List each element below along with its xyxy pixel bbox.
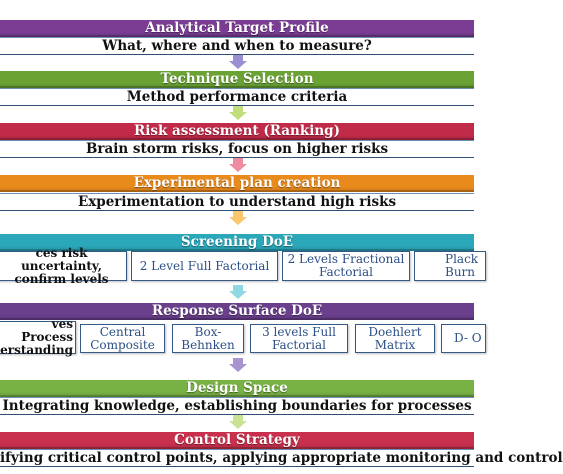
response-surface-option-cell: Doehlert Matrix [355,324,435,353]
flow-arrow-down-icon [229,415,247,429]
response-surface-option-cell: Central Composite [80,324,165,353]
flow-arrow-down-icon [229,285,247,299]
stage-strip-experimental-plan-creation: Experimentation to understand high risks [0,193,474,211]
response-surface-option-cell: D- O [441,324,486,353]
screening-doe-options [0,245,479,286]
stage-strip-risk-assessment: Brain storm risks, focus on higher risks [0,140,474,158]
response-surface-option-cell: 3 levels Full Factorial [250,324,348,353]
stage-bar-response-surface-doe: Response Surface DoE [0,303,474,320]
stage-bar-experimental-plan-creation: Experimental plan creation [0,175,474,192]
stage-bar-risk-assessment: Risk assessment (Ranking) [0,123,474,140]
stage-bar-control-strategy: Control Strategy [0,432,474,449]
stage-bar-technique-selection: Technique Selection [0,71,474,88]
response-surface-option-cell: Box-Behnken [172,324,244,353]
flow-arrow-down-icon [229,358,247,372]
screening-option-cell: ces risk uncertainty, confirm levels [0,251,127,281]
flow-arrow-down-icon [229,106,247,120]
screening-option-cell: 2 Level Full Factorial [131,251,278,281]
stage-strip-control-strategy: ifying critical control points, applying appropriate monitoring and control [0,450,563,466]
screening-option-cell: Plack Burn [414,251,486,281]
screening-option-cell: 2 Levels Fractional Factorial [282,251,410,281]
stage-strip-design-space: Integrating knowledge, establishing boundaries for processes [0,397,474,415]
stage-bar-design-space: Design Space [0,380,474,397]
stage-strip-technique-selection: Method performance criteria [0,88,474,106]
flow-arrow-down-icon [229,211,247,225]
flow-arrow-down-icon [229,158,247,172]
response-surface-options [0,317,482,357]
stage-bar-analytical-target-profile: Analytical Target Profile [0,20,474,37]
flow-arrow-down-icon [229,55,247,69]
stage-bar-screening-doe: Screening DoE [0,234,474,251]
response-surface-option-cell: ves Process erstanding [0,321,76,354]
stage-strip-analytical-target-profile: What, where and when to measure? [0,37,474,55]
